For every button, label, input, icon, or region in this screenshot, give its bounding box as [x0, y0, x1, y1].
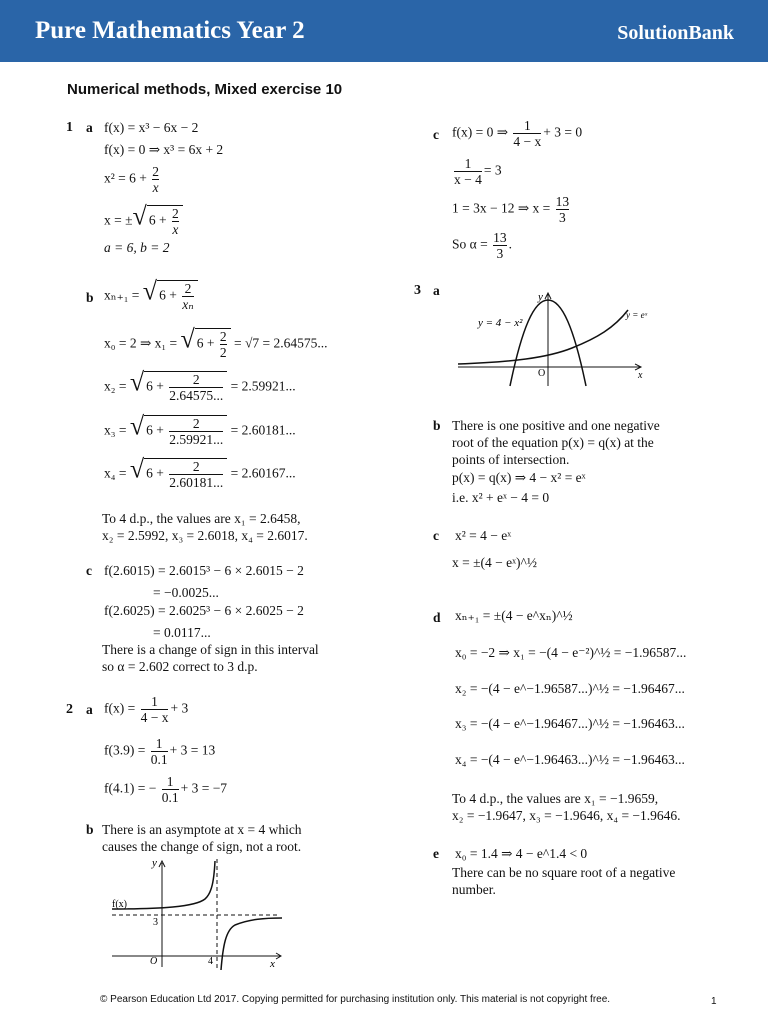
text: x₂ = [104, 378, 130, 394]
text: 1 = 3x − 12 ⇒ x = [452, 200, 554, 216]
q2b-label: b [86, 822, 94, 837]
text: + 3 = −7 [180, 780, 228, 796]
q3d-text-2: x₂ = −1.9647, x₃ = −1.9646, x₄ = −1.9646. [452, 808, 681, 823]
denominator: x [152, 180, 159, 195]
numerator: 1 [523, 118, 531, 133]
text: = 2.60181... [230, 422, 296, 438]
q1b-text-2: x₂ = 2.5992, x₃ = 2.6018, x₄ = 2.6017. [102, 528, 308, 543]
q1c-text-2: so α = 2.602 correct to 3 d.p. [102, 659, 258, 674]
numerator: 2 [152, 164, 160, 179]
origin-label: O [150, 956, 158, 967]
text: So α = [452, 236, 492, 252]
numerator: 1 [151, 694, 158, 709]
q1c-line-4: = 0.0117... [153, 625, 211, 640]
q3e-text-2: number. [452, 882, 496, 897]
q2b-text-2: causes the change of sign, not a root. [102, 839, 302, 854]
exponential-label: y = eˣ [626, 310, 648, 320]
x-label: x [270, 958, 275, 970]
radicand [144, 415, 227, 447]
solutionbank-label: SolutionBank [617, 22, 734, 44]
radical-sign: √ [129, 367, 145, 397]
q1b-line-3 [104, 367, 296, 403]
text: x₃ = [104, 422, 130, 438]
q3b-line-1: p(x) = q(x) ⇒ 4 − x² = eˣ [452, 470, 586, 485]
q3b-text-2: root of the equation p(x) = q(x) at the [452, 435, 654, 450]
radicand [144, 458, 227, 490]
denominator: 3 [556, 209, 570, 225]
radical-sign: √ [142, 276, 158, 306]
text: f(x) = 0 ⇒ [452, 124, 512, 140]
q1a-line-1: f(x) = x³ − 6x − 2 [104, 120, 199, 135]
fraction [556, 194, 570, 225]
q3a-graph [452, 288, 652, 388]
denominator: x − 4 [454, 172, 482, 187]
text: = √7 = 2.64575... [233, 335, 328, 351]
q1b-line-5 [104, 454, 296, 490]
q2a-line-3 [104, 774, 227, 805]
q2c-label: c [433, 127, 439, 142]
fraction [220, 329, 227, 360]
q2b-graph [110, 855, 290, 973]
radicand [144, 371, 227, 403]
q2c-line-3 [452, 194, 571, 225]
denominator: xₙ [182, 297, 194, 312]
fraction [141, 694, 169, 725]
three-label: 3 [153, 917, 158, 928]
text: = 2.60167... [230, 465, 296, 481]
fraction [151, 736, 168, 767]
question-1-number: 1 [66, 120, 73, 135]
denominator: 4 − x [513, 134, 542, 149]
page-number: 1 [711, 996, 717, 1007]
radicand [147, 205, 183, 237]
numerator: 2 [219, 329, 227, 344]
q3d-text-1: To 4 d.p., the values are x₁ = −1.9659, [452, 791, 659, 806]
numerator: 1 [155, 736, 163, 751]
numerator: 1 [166, 774, 174, 789]
text: x₀ = 2 ⇒ x₁ = [104, 335, 181, 351]
q3d-line-5: x₄ = −(4 − e^−1.96463...)^½ = −1.96463... [455, 752, 685, 767]
q3d-line-1: xₙ₊₁ = ±(4 − e^xₙ)^½ [455, 608, 573, 623]
fraction [169, 459, 223, 490]
radicand [195, 328, 231, 360]
fx-label: f(x) [112, 899, 127, 910]
radical-sign: √ [129, 454, 145, 484]
denominator: 2.64575... [169, 388, 224, 403]
q1a-line-3 [104, 164, 161, 195]
q1a-label: a [86, 120, 93, 135]
fraction [152, 164, 159, 195]
book-title: Pure Mathematics Year 2 [35, 17, 305, 44]
denominator: x [172, 222, 179, 237]
text: x = ± [104, 212, 133, 228]
fraction [182, 281, 193, 312]
text: xₙ₊₁ = [104, 287, 143, 303]
q2a-line-2 [104, 736, 215, 767]
text: . [508, 236, 512, 252]
q1c-label: c [86, 563, 92, 578]
q3d-line-3: x₂ = −(4 − e^−1.96587...)^½ = −1.96467... [455, 681, 685, 696]
q1c-text-1: There is a change of sign in this interval [102, 642, 319, 657]
numerator: 2 [192, 416, 200, 431]
q3c-line-1: x² = 4 − eˣ [455, 528, 512, 543]
q1b-line-4 [104, 411, 296, 447]
q1c-line-2: = −0.0025... [153, 585, 219, 600]
denominator: 2.59921... [169, 432, 224, 447]
q3a-label: a [433, 283, 440, 298]
question-2-number: 2 [66, 702, 73, 717]
q2a-label: a [86, 702, 93, 717]
radical-sign: √ [129, 411, 145, 441]
q2c-line-2 [452, 156, 502, 187]
q3b-text-1: There is one positive and one negative [452, 418, 660, 433]
exercise-title: Numerical methods, Mixed exercise 10 [67, 81, 343, 98]
radical-sign: √ [180, 324, 195, 354]
text: f(4.1) = − [104, 780, 160, 796]
q1a-line-5: a = 6, b = 2 [104, 240, 170, 255]
text: 6 + [146, 422, 168, 438]
denominator: 0.1 [150, 752, 168, 767]
question-3-number: 3 [414, 283, 421, 298]
q3b-label: b [433, 418, 441, 433]
q3d-line-2: x₀ = −2 ⇒ x₁ = −(4 − e⁻²)^½ = −1.96587... [455, 645, 687, 660]
fraction [169, 372, 223, 403]
q3d-line-4: x₃ = −(4 − e^−1.96467...)^½ = −1.96463... [455, 716, 685, 731]
text: 6 + [146, 378, 168, 394]
q1b-label: b [86, 290, 94, 305]
q1b-line-2 [104, 324, 328, 360]
q3c-label: c [433, 528, 439, 543]
text: = 3 [483, 162, 502, 178]
parabola-label: y = 4 − x² [478, 317, 523, 329]
q2a-line-1 [104, 694, 188, 725]
q3e-label: e [433, 846, 439, 861]
four-label: 4 [208, 956, 213, 967]
numerator: 13 [493, 230, 507, 245]
fraction [493, 230, 507, 261]
text: x₄ = [104, 465, 130, 481]
q1c-line-1: f(2.6015) = 2.6015³ − 6 × 2.6015 − 2 [104, 563, 304, 578]
q3b-text-3: points of intersection. [452, 452, 570, 467]
fraction [454, 156, 482, 187]
q2c-line-4 [452, 230, 512, 261]
text: 6 + [148, 212, 170, 228]
fraction [162, 774, 179, 805]
text: f(3.9) = [104, 742, 149, 758]
q3e-line-1: x₀ = 1.4 ⇒ 4 − e^1.4 < 0 [455, 846, 588, 861]
copyright-footer: © Pearson Education Ltd 2017. Copying permitted for purchasing institution only. This material is not copyright free. [100, 994, 611, 1005]
y-label: y [152, 857, 157, 869]
q1b-text-1: To 4 d.p., the values are x₁ = 2.6458, [102, 511, 301, 526]
text: + 3 = 0 [543, 124, 583, 140]
numerator: 13 [555, 194, 570, 209]
numerator: 2 [171, 206, 179, 221]
text: 6 + [196, 335, 218, 351]
fraction [172, 206, 179, 237]
numerator: 1 [464, 156, 472, 171]
fraction [169, 416, 223, 447]
text: + 3 [170, 700, 189, 716]
radicand [157, 280, 198, 312]
radical-sign: √ [132, 201, 147, 231]
q3b-line-2: i.e. x² + eˣ − 4 = 0 [452, 490, 550, 505]
origin-label: O [538, 368, 546, 379]
q2c-line-1 [452, 118, 582, 149]
numerator: 2 [192, 372, 200, 387]
denominator: 0.1 [161, 790, 179, 805]
x-label: x [638, 370, 643, 381]
numerator: 2 [192, 459, 200, 474]
text: + 3 = 13 [169, 742, 216, 758]
denominator: 2 [219, 345, 227, 360]
text: x² = 6 + [104, 170, 151, 186]
numerator: 2 [184, 281, 192, 296]
denominator: 4 − x [140, 710, 169, 725]
text: f(x) = [104, 700, 139, 716]
q1a-line-2: f(x) = 0 ⇒ x³ = 6x + 2 [104, 142, 224, 157]
q3d-label: d [433, 610, 441, 625]
q1a-line-4 [104, 201, 183, 237]
denominator: 2.60181... [169, 475, 224, 490]
q2b-text-1: There is an asymptote at x = 4 which [102, 822, 302, 837]
denominator: 3 [493, 245, 507, 261]
q1c-line-3: f(2.6025) = 2.6025³ − 6 × 2.6025 − 2 [104, 603, 304, 618]
fraction [513, 118, 541, 149]
curve-left-branch [112, 861, 215, 909]
y-label: y [538, 291, 543, 303]
q1b-line-1 [104, 276, 198, 312]
text: 6 + [146, 465, 168, 481]
page-header [0, 0, 768, 62]
text: = 2.59921... [230, 378, 296, 394]
q3e-text-1: There can be no square root of a negative [452, 865, 676, 880]
q3c-line-2: x = ±(4 − eˣ)^½ [452, 555, 537, 570]
text: 6 + [159, 287, 181, 303]
